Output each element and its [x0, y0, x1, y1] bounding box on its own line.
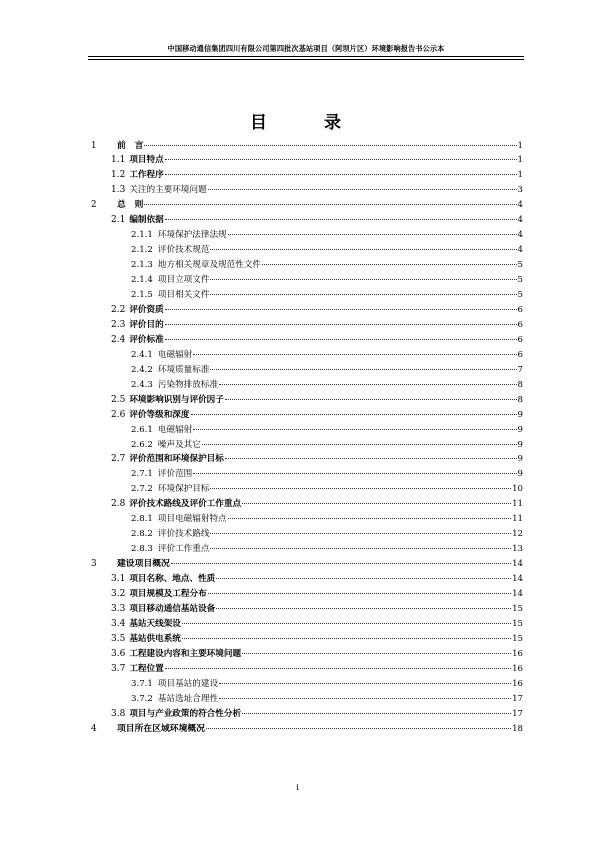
toc-entry-page: 6: [517, 304, 523, 315]
toc-entry-title: 项目立项文件: [157, 275, 210, 286]
toc-entry-number: 1.3: [111, 185, 126, 196]
toc-entry-number: 3.5: [111, 633, 126, 644]
toc-entry[interactable]: [91, 196, 523, 210]
toc-entry[interactable]: [111, 630, 523, 644]
toc-leader-dots: [208, 583, 511, 594]
toc-entry-title: 关注的主要环境问题: [129, 185, 207, 196]
toc-entry[interactable]: [111, 645, 523, 659]
toc-entry-page: 4: [517, 245, 523, 256]
toc-entry-title: 编制依据: [129, 215, 164, 226]
toc-entry[interactable]: [111, 705, 523, 719]
page-title: 目 录: [250, 113, 361, 133]
toc-entry[interactable]: [131, 226, 523, 240]
toc-entry-page: 9: [517, 439, 523, 450]
toc-entry-number: 2.8: [111, 499, 126, 510]
toc-entry-title: 电磁辐射: [157, 424, 193, 435]
toc-entry-number: 3.6: [111, 648, 126, 659]
toc-leader-dots: [210, 269, 516, 280]
toc-entry[interactable]: [131, 346, 523, 360]
toc-entry-title: 地方相关规章及规范性文件: [157, 260, 262, 271]
toc-leader-dots: [225, 389, 517, 400]
toc-entry[interactable]: [111, 391, 523, 405]
toc-leader-dots: [193, 463, 516, 474]
header-rule-thin: [88, 59, 524, 60]
toc-entry-title: 总 则: [117, 200, 144, 211]
toc-entry-page: 10: [512, 484, 523, 495]
toc-entry[interactable]: [111, 570, 523, 584]
toc-entry-number: 2.7.1: [131, 469, 153, 480]
toc-entry[interactable]: [131, 525, 523, 539]
toc-entry[interactable]: [131, 675, 523, 689]
toc-entry-number: 2.8.2: [131, 529, 153, 540]
toc-entry-page: 7: [517, 364, 523, 375]
toc-entry[interactable]: [131, 241, 523, 255]
toc-entry[interactable]: [131, 271, 523, 285]
toc-entry[interactable]: [131, 436, 523, 450]
toc-leader-dots: [144, 194, 516, 205]
toc-entry-page: 14: [512, 574, 523, 585]
toc-entry[interactable]: [131, 540, 523, 554]
toc-leader-dots: [193, 419, 516, 430]
toc-entry-page: 5: [517, 275, 523, 286]
toc-entry[interactable]: [111, 406, 523, 420]
toc-entry-number: 2.4: [111, 334, 126, 345]
toc-leader-dots: [219, 673, 511, 684]
toc-entry[interactable]: [111, 495, 523, 509]
toc-entry[interactable]: [131, 286, 523, 300]
toc-entry-page: 9: [517, 409, 523, 420]
toc-entry-title: 评价等级和深度: [129, 409, 190, 420]
toc-entry-title: 工程位置: [129, 663, 164, 674]
toc-entry[interactable]: [111, 316, 523, 330]
toc-leader-dots: [206, 718, 511, 729]
toc-entry-title: 项目与产业政策的符合性分析: [129, 708, 242, 719]
toc-entry-title: 评价技术规范: [157, 245, 210, 256]
toc-entry-title: 评价目的: [129, 319, 164, 330]
running-header: 中国移动通信集团四川有限公司第四批次基站项目（阿坝片区）环境影响报告书公示本: [167, 44, 445, 53]
toc-entry-title: 评价技术路线: [157, 529, 210, 540]
toc-entry-page: 5: [517, 290, 523, 300]
toc-entry[interactable]: [111, 301, 523, 315]
toc-entry-number: 1.2: [111, 170, 126, 181]
toc-entry-number: 2.1.2: [131, 245, 153, 256]
toc-leader-dots: [165, 209, 517, 220]
toc-entry-page: 16: [512, 648, 523, 659]
toc-leader-dots: [165, 658, 511, 669]
toc-entry-number: 2.3: [111, 319, 126, 330]
toc-entry-title: 环境保护法律法规: [157, 230, 227, 241]
toc-leader-dots: [165, 329, 517, 340]
toc-entry-page: 4: [517, 215, 523, 226]
toc-entry[interactable]: [111, 660, 523, 674]
toc-entry-page: 14: [512, 559, 523, 570]
toc-entry-page: 15: [512, 618, 523, 629]
toc-leader-dots: [165, 149, 517, 160]
toc-entry-title: 评价工作重点: [157, 544, 210, 555]
toc-leader-dots: [225, 448, 517, 459]
toc-entry-title: 项目名称、地点、性质: [129, 574, 216, 585]
toc-entry-number: 2.1.4: [131, 275, 153, 286]
toc-leader-dots: [182, 628, 511, 639]
toc-entry-number: 3.7.2: [131, 693, 153, 704]
toc-entry[interactable]: [131, 376, 523, 390]
page-number: i: [296, 783, 299, 793]
toc-entry-page: 12: [512, 529, 523, 540]
toc-leader-dots: [165, 164, 517, 175]
toc-entry[interactable]: [111, 166, 523, 180]
toc-entry-title: 评价标准: [129, 334, 164, 345]
toc-entry[interactable]: [111, 181, 523, 195]
toc-entry-page: 11: [512, 514, 523, 525]
toc-leader-dots: [210, 478, 511, 489]
toc-entry[interactable]: [111, 331, 523, 345]
toc-leader-dots: [219, 688, 511, 699]
toc-entry-number: 3.4: [111, 618, 126, 629]
toc-entry[interactable]: [111, 600, 523, 614]
toc-entry[interactable]: [111, 585, 523, 599]
toc-entry[interactable]: [131, 480, 523, 494]
toc-leader-dots: [242, 703, 511, 714]
toc-entry-number: 2.1.5: [131, 290, 153, 300]
toc-entry-title: 项目规模及工程分布: [129, 589, 207, 599]
toc-entry-number: 2.4.1: [131, 349, 153, 360]
toc-leader-dots: [242, 643, 511, 654]
toc-entry-page: 9: [517, 469, 523, 480]
toc-entry-number: 2.7: [111, 454, 126, 465]
toc-entry-page: 1: [517, 155, 523, 166]
toc-entry-title: 项目移动通信基站设备: [129, 603, 216, 614]
toc-entry-page: 5: [517, 260, 523, 271]
toc-entry-title: 评价资质: [129, 304, 164, 315]
toc-leader-dots: [165, 314, 517, 325]
toc-entry-title: 工程建设内容和主要环境问题: [129, 648, 242, 659]
toc-entry-number: 2.1: [111, 215, 126, 226]
toc-leader-dots: [144, 135, 516, 146]
toc-entry-title: 基站供电系统: [129, 633, 181, 644]
toc-leader-dots: [262, 254, 517, 265]
toc-entry-number: 3: [91, 559, 97, 570]
toc-entry-page: 15: [512, 603, 523, 614]
toc-entry[interactable]: [131, 465, 523, 479]
toc-entry-page: 9: [517, 454, 523, 465]
toc-entry-title: 前 言: [117, 140, 144, 151]
toc-entry[interactable]: [91, 137, 523, 151]
toc-leader-dots: [191, 404, 517, 415]
toc-entry-page: 6: [517, 334, 523, 345]
toc-entry-number: 2.8.3: [131, 544, 153, 555]
toc-entry-title: 项目相关文件: [157, 290, 210, 300]
toc-leader-dots: [210, 239, 516, 250]
toc-entry-number: 2.5: [111, 394, 126, 405]
toc-entry[interactable]: [131, 690, 523, 704]
toc-leader-dots: [216, 568, 511, 579]
toc-entry[interactable]: [131, 256, 523, 270]
toc-entry-page: 14: [512, 589, 523, 599]
toc-entry-number: 3.3: [111, 603, 126, 614]
toc-entry-page: 13: [512, 544, 523, 555]
toc-entry-number: 2.4.3: [131, 379, 153, 390]
toc-entry-page: 17: [512, 693, 523, 704]
toc-entry-page: 8: [517, 379, 523, 390]
toc-entry-page: 18: [512, 723, 523, 734]
toc-entry-title: 基站天线架设: [129, 618, 181, 629]
toc-entry[interactable]: [131, 421, 523, 435]
toc-entry-title: 工作程序: [129, 170, 164, 181]
toc-entry-number: 2: [91, 200, 97, 211]
toc-entry-number: 3.8: [111, 708, 126, 719]
toc-entry-title: 项目电磁辐射特点: [157, 514, 227, 525]
toc-entry-number: 4: [91, 723, 97, 734]
toc-entry[interactable]: [111, 151, 523, 165]
toc-entry-page: 9: [517, 424, 523, 435]
toc-leader-dots: [171, 553, 511, 564]
toc-entry-number: 2.6.2: [131, 439, 153, 450]
toc-entry-title: 污染物排放标准: [157, 379, 219, 390]
toc-entry-title: 电磁辐射: [157, 349, 193, 360]
toc-entry-page: 4: [517, 200, 523, 211]
toc-entry-title: 噪声及其它: [157, 439, 201, 450]
toc-entry-number: 2.8.1: [131, 514, 153, 525]
toc-entry-title: 评价范围和环境保护目标: [129, 454, 224, 465]
toc-entry-page: 4: [517, 230, 523, 241]
toc-entry-page: 1: [517, 170, 523, 181]
toc-leader-dots: [216, 598, 511, 609]
toc-entry-title: 基站选址合理性: [157, 693, 219, 704]
toc-entry-page: 15: [512, 633, 523, 644]
toc-entry-number: 2.2: [111, 304, 126, 315]
toc-entry-page: 17: [512, 708, 523, 719]
toc-entry[interactable]: [111, 211, 523, 225]
toc-entry-page: 16: [512, 663, 523, 674]
toc-leader-dots: [202, 434, 517, 445]
toc-entry[interactable]: [131, 510, 523, 524]
toc-entry-title: 环境保护目标: [157, 484, 210, 495]
toc-entry-number: 3.7.1: [131, 678, 153, 689]
toc-entry-title: 评价技术路线及评价工作重点: [129, 499, 242, 510]
toc-entry-page: 6: [517, 349, 523, 360]
toc-entry-number: 1: [91, 140, 97, 151]
toc-entry[interactable]: [111, 615, 523, 629]
toc-leader-dots: [242, 493, 511, 504]
toc-entry-page: 11: [512, 499, 523, 510]
toc-entry-page: 16: [512, 678, 523, 689]
toc-entry[interactable]: [131, 361, 523, 375]
toc-entry-title: 环境质量标准: [157, 364, 210, 375]
toc-leader-dots: [182, 613, 511, 624]
header-rule-thick: [88, 56, 524, 57]
toc-entry[interactable]: [111, 450, 523, 464]
toc-leader-dots: [210, 523, 511, 534]
toc-leader-dots: [210, 284, 516, 295]
toc-entry[interactable]: [91, 555, 523, 569]
toc-entry-number: 2.1.3: [131, 260, 153, 271]
toc-entry-number: 1.1: [111, 155, 126, 166]
toc-entry-number: 2.6: [111, 409, 126, 420]
toc-leader-dots: [228, 508, 511, 519]
toc-entry-number: 3.1: [111, 574, 126, 585]
toc-entry[interactable]: [91, 720, 523, 734]
toc-entry-page: 1: [517, 140, 523, 151]
toc-leader-dots: [210, 359, 516, 370]
toc-entry-title: 环境影响识别与评价因子: [129, 394, 224, 405]
toc-leader-dots: [208, 179, 517, 190]
toc-entry-number: 3.7: [111, 663, 126, 674]
toc-entry-title: 项目特点: [129, 155, 164, 166]
toc-leader-dots: [193, 344, 516, 355]
toc-entry-number: 2.1.1: [131, 230, 153, 241]
toc-entry-number: 2.4.2: [131, 364, 153, 375]
toc-leader-dots: [219, 374, 516, 385]
toc-entry-title: 评价范围: [157, 469, 193, 480]
toc-entry-title: 项目所在区域环境概况: [117, 723, 205, 734]
toc-leader-dots: [165, 299, 517, 310]
toc-entry-page: 6: [517, 319, 523, 330]
toc-entry-page: 3: [517, 185, 523, 196]
toc-entry-number: 2.7.2: [131, 484, 153, 495]
toc-entry-number: 3.2: [111, 589, 126, 599]
toc-entry-title: 项目基站的建设: [157, 678, 219, 689]
toc-leader-dots: [210, 538, 511, 549]
toc-entry-page: 8: [517, 394, 523, 405]
toc-entry-title: 建设项目概况: [117, 559, 170, 570]
toc-entry-number: 2.6.1: [131, 424, 153, 435]
toc-leader-dots: [228, 224, 517, 235]
